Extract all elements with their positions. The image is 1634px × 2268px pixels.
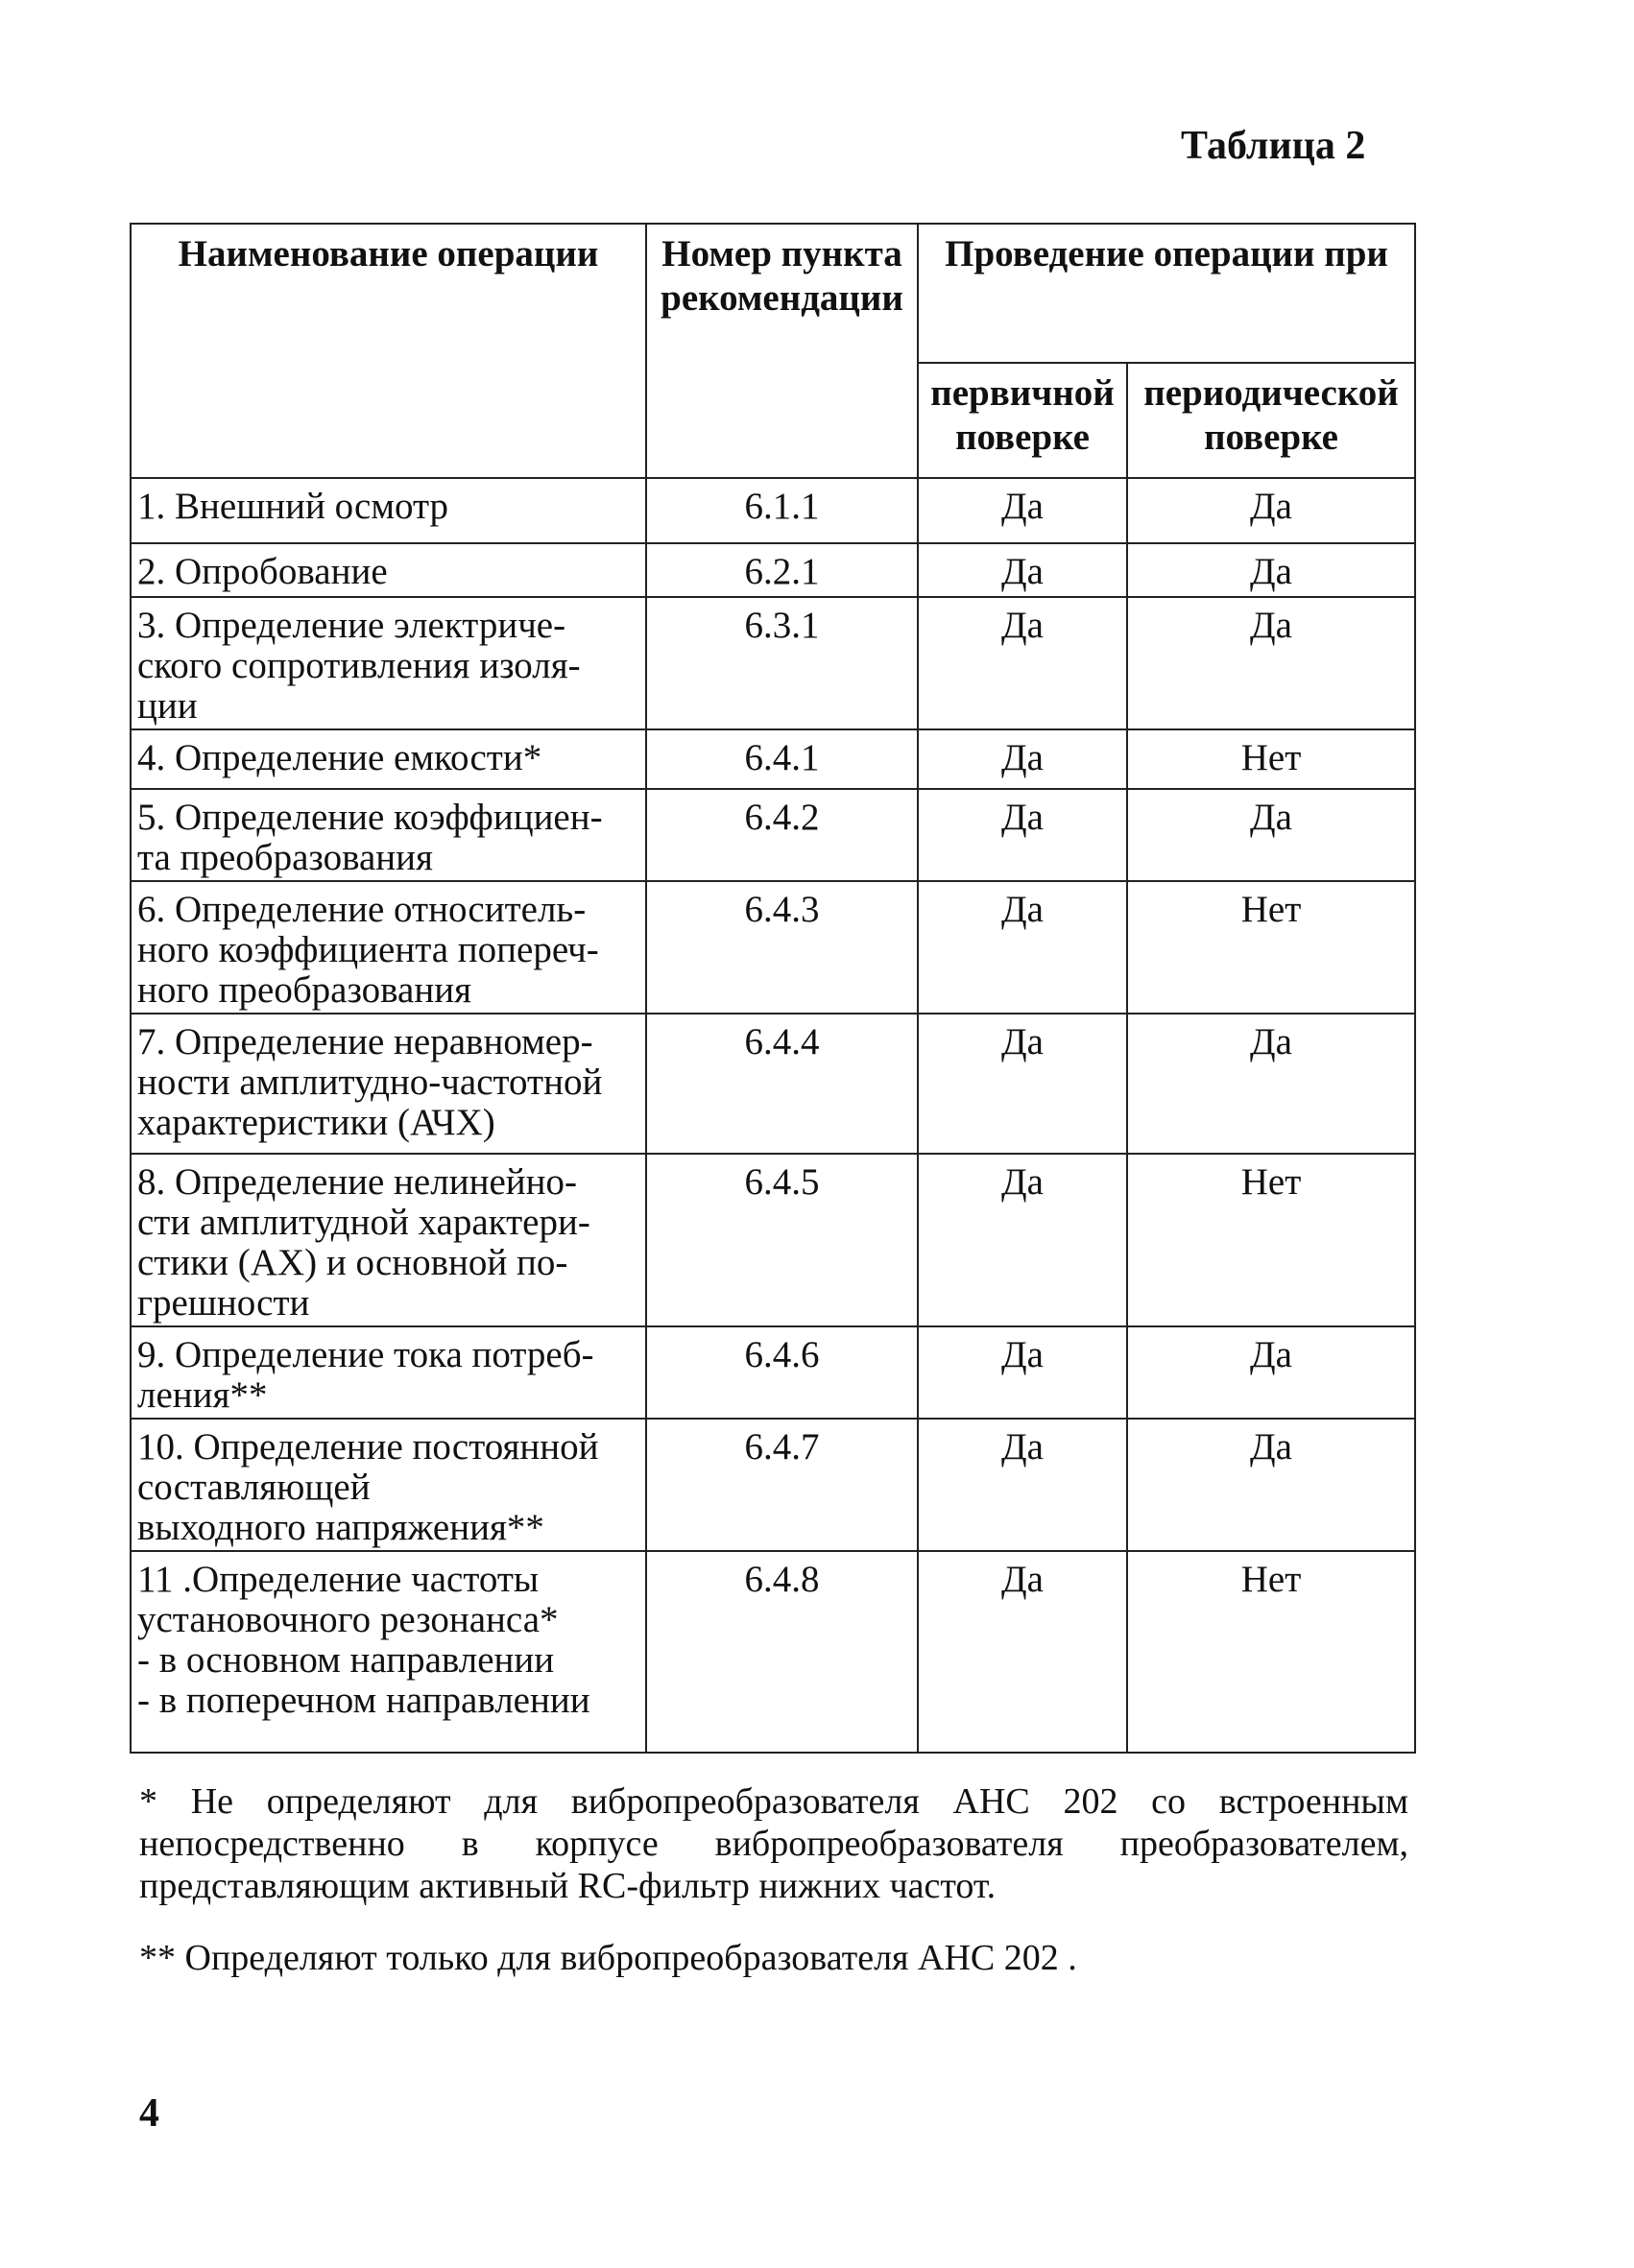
item-number-cell: 6.4.1 — [646, 729, 918, 789]
table-body — [131, 478, 1415, 1753]
table-row — [131, 543, 1415, 597]
item-number-cell: 6.4.5 — [646, 1154, 918, 1326]
primary-verification-cell: Да — [918, 597, 1127, 729]
operation-name-cell: 1. Внешний осмотр — [131, 478, 646, 543]
item-number-cell: 6.2.1 — [646, 543, 918, 597]
item-number-cell: 6.4.3 — [646, 881, 918, 1014]
table-row — [131, 1326, 1415, 1419]
item-number-cell: 6.4.6 — [646, 1326, 918, 1419]
header-performed-at: Проведение операции при — [918, 224, 1415, 363]
operation-name-cell: 9. Определение тока потреб- ления** — [131, 1326, 646, 1419]
primary-verification-cell: Да — [918, 1154, 1127, 1326]
table-row — [131, 729, 1415, 789]
item-number-cell: 6.4.7 — [646, 1419, 918, 1551]
periodic-verification-cell: Нет — [1127, 729, 1415, 789]
periodic-verification-cell: Да — [1127, 1326, 1415, 1419]
operation-name-cell: 4. Определение емкости* — [131, 729, 646, 789]
table-row — [131, 1419, 1415, 1551]
footnote-single-asterisk: * Не определяют для вибропреобразователя АНС 202 со встроенным непосредственно в корпусе вибропреобразователя преобразователем, представляющим активный RC-фильтр нижних частот. — [139, 1781, 1408, 1906]
primary-verification-cell: Да — [918, 729, 1127, 789]
primary-verification-cell: Да — [918, 1326, 1127, 1419]
table-row — [131, 881, 1415, 1014]
table-row — [131, 1014, 1415, 1154]
primary-verification-cell: Да — [918, 543, 1127, 597]
item-number-cell: 6.4.8 — [646, 1551, 918, 1753]
table-title: Таблица 2 — [1181, 124, 1366, 168]
primary-verification-cell: Да — [918, 478, 1127, 543]
operation-name-cell: 2. Опробование — [131, 543, 646, 597]
table-row — [131, 478, 1415, 543]
periodic-verification-cell: Нет — [1127, 881, 1415, 1014]
primary-verification-cell: Да — [918, 1551, 1127, 1753]
header-item-number: Номер пункта рекомендации — [646, 224, 918, 478]
operation-name-cell: 10. Определение постоянной составляющей выходного напряжения** — [131, 1419, 646, 1551]
periodic-verification-cell: Да — [1127, 478, 1415, 543]
item-number-cell: 6.4.4 — [646, 1014, 918, 1154]
item-number-cell: 6.3.1 — [646, 597, 918, 729]
item-number-cell: 6.1.1 — [646, 478, 918, 543]
periodic-verification-cell: Нет — [1127, 1551, 1415, 1753]
header-periodic-verification: периодической поверке — [1127, 363, 1415, 478]
operation-name-cell: 6. Определение относитель- ного коэффициента попереч- ного преобразования — [131, 881, 646, 1014]
periodic-verification-cell: Нет — [1127, 1154, 1415, 1326]
table-row — [131, 1551, 1415, 1753]
operation-name-cell: 7. Определение неравномер- ности амплитудно-частотной характеристики (АЧХ) — [131, 1014, 646, 1154]
table-row — [131, 1154, 1415, 1326]
periodic-verification-cell: Да — [1127, 1419, 1415, 1551]
operation-name-cell: 11 .Определение частоты установочного резонанса* - в основном направлении - в поперечном направлении — [131, 1551, 646, 1753]
primary-verification-cell: Да — [918, 881, 1127, 1014]
operation-name-cell: 3. Определение электриче- ского сопротивления изоля- ции — [131, 597, 646, 729]
operation-name-cell: 5. Определение коэффициен- та преобразования — [131, 789, 646, 881]
periodic-verification-cell: Да — [1127, 597, 1415, 729]
operations-table — [130, 223, 1416, 1754]
primary-verification-cell: Да — [918, 1419, 1127, 1551]
table-row — [131, 789, 1415, 881]
header-primary-verification: первичной поверке — [918, 363, 1127, 478]
periodic-verification-cell: Да — [1127, 543, 1415, 597]
operation-name-cell: 8. Определение нелинейно- сти амплитудной характери- стики (АХ) и основной по- грешности — [131, 1154, 646, 1326]
footnote-double-asterisk: ** Определяют только для вибропреобразователя АНС 202 . — [139, 1938, 1077, 1978]
periodic-verification-cell: Да — [1127, 789, 1415, 881]
table-row — [131, 597, 1415, 729]
periodic-verification-cell: Да — [1127, 1014, 1415, 1154]
primary-verification-cell: Да — [918, 1014, 1127, 1154]
primary-verification-cell: Да — [918, 789, 1127, 881]
item-number-cell: 6.4.2 — [646, 789, 918, 881]
header-operation-name: Наименование операции — [131, 224, 646, 478]
page-number: 4 — [139, 2091, 159, 2136]
